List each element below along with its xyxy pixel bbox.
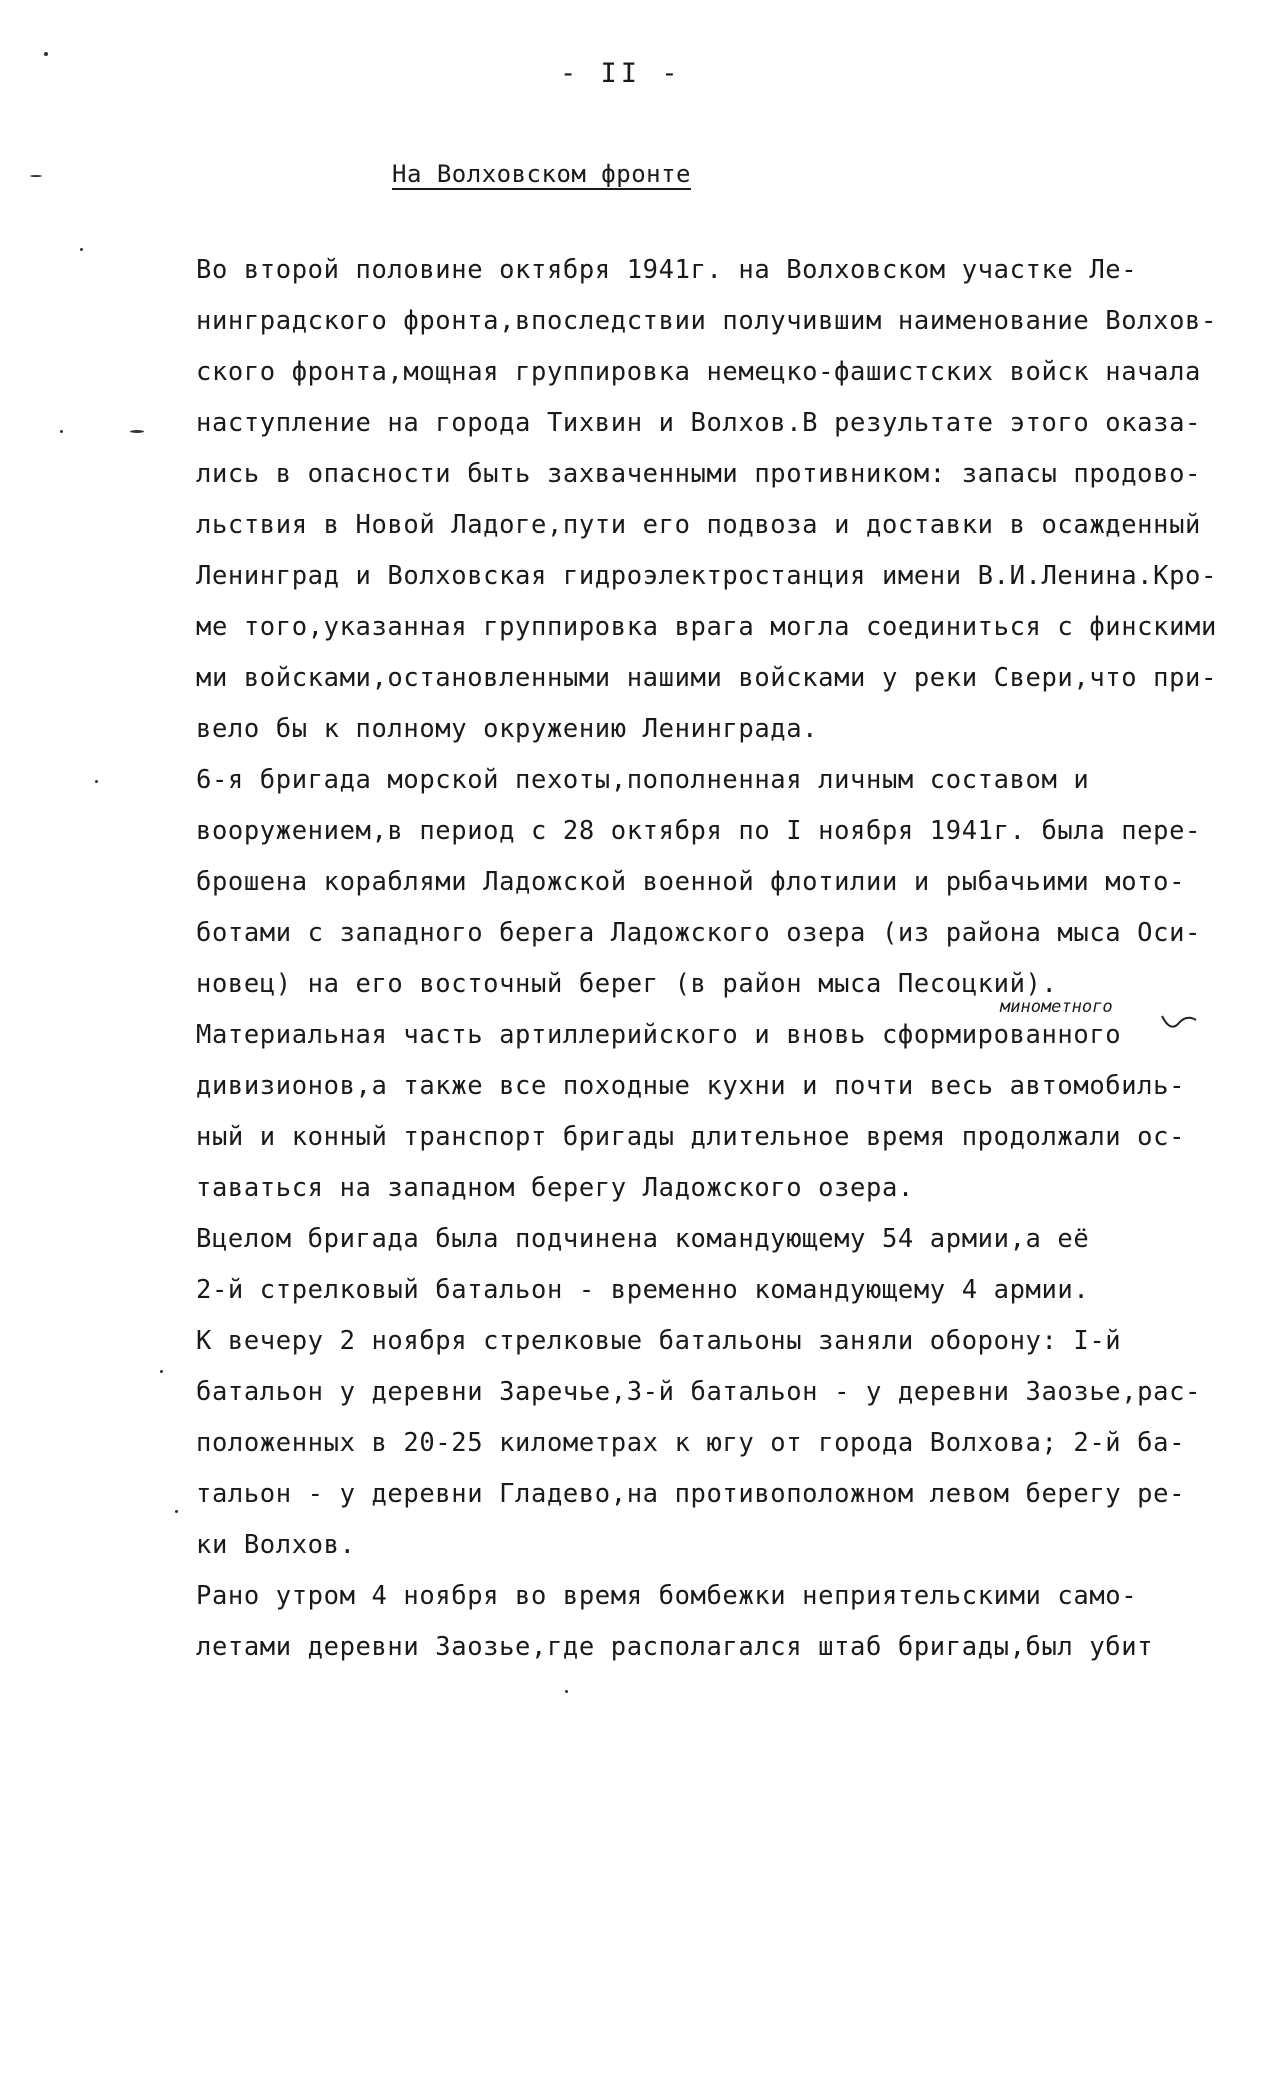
scan-speck: [80, 248, 83, 251]
text-line: новец) на его восточный берег (в район мыса Песоцкий).: [196, 969, 1058, 999]
section-heading: На Волховском фронте: [392, 160, 691, 188]
text-line: ботами с западного берега Ладожского озера (из района мыса Оси-: [196, 918, 1201, 948]
scan-speck: [160, 1370, 163, 1373]
text-line: Материальная часть артиллерийского и вновь сформированного: [196, 1020, 1122, 1050]
text-line: нинградского фронта,впоследствии получившим наименование Волхов-: [196, 306, 1217, 336]
text-line: таваться на западном берегу Ладожского озера.: [196, 1173, 914, 1203]
scan-speck: [565, 1690, 568, 1693]
scan-speck: [95, 780, 98, 783]
text-line: вооружением,в период с 28 октября по I ноября 1941г. была пере-: [196, 816, 1201, 846]
text-line: Во второй половине октября 1941г. на Волховском участке Ле-: [196, 255, 1138, 285]
text-line: батальон у деревни Заречье,3-й батальон - у деревни Заозье,рас-: [196, 1377, 1201, 1407]
text-line: ского фронта,мощная группировка немецко-фашистских войск начала: [196, 357, 1201, 387]
text-line: брошена кораблями Ладожской военной флотилии и рыбачьими мото-: [196, 867, 1186, 897]
scan-speck: [44, 52, 48, 56]
text-line: 2-й стрелковый батальон - временно командующему 4 армии.: [196, 1275, 1090, 1305]
text-line: Ленинград и Волховская гидроэлектростанция имени В.И.Ленина.Кро-: [196, 561, 1217, 591]
text-line: ки Волхов.: [196, 1530, 356, 1560]
text-line: ми войсками,остановленными нашими войсками у реки Свери,что при-: [196, 663, 1217, 693]
text-line: ный и конный транспорт бригады длительное время продолжали ос-: [196, 1122, 1186, 1152]
text-line: ме того,указанная группировка врага могла соединиться с финскими: [196, 612, 1217, 642]
insertion-mark-icon: [1160, 1012, 1200, 1034]
text-line: тальон - у деревни Гладево,на противоположном левом берегу ре-: [196, 1479, 1186, 1509]
text-line: летами деревни Заозье,где располагался штаб бригады,был убит: [196, 1632, 1154, 1662]
text-line: дивизионов,а также все походные кухни и почти весь автомобиль-: [196, 1071, 1186, 1101]
text-line: льствия в Новой Ладоге,пути его подвоза и доставки в осажденный: [196, 510, 1201, 540]
scan-speck: [60, 430, 63, 433]
text-line: Вцелом бригада была подчинена командующему 54 армии,а её: [196, 1224, 1090, 1254]
scan-speck: [30, 175, 42, 177]
scan-speck: [175, 1510, 178, 1513]
handwritten-annotation: минометного: [1000, 997, 1113, 1017]
text-line: К вечеру 2 ноября стрелковые батальоны заняли оборону: I-й: [196, 1326, 1122, 1356]
text-line: лись в опасности быть захваченными противником: запасы продово-: [196, 459, 1201, 489]
text-line: Рано утром 4 ноября во время бомбежки неприятельскими само-: [196, 1581, 1138, 1611]
text-line: 6-я бригада морской пехоты,пополненная личным составом и: [196, 765, 1090, 795]
page-number: - II -: [560, 58, 682, 89]
text-line: вело бы к полному окружению Ленинграда.: [196, 714, 819, 744]
scan-speck: [130, 430, 144, 433]
text-line: положенных в 20-25 километрах к югу от города Волхова; 2-й ба-: [196, 1428, 1186, 1458]
text-line: наступление на города Тихвин и Волхов.В результате этого оказа-: [196, 408, 1201, 438]
